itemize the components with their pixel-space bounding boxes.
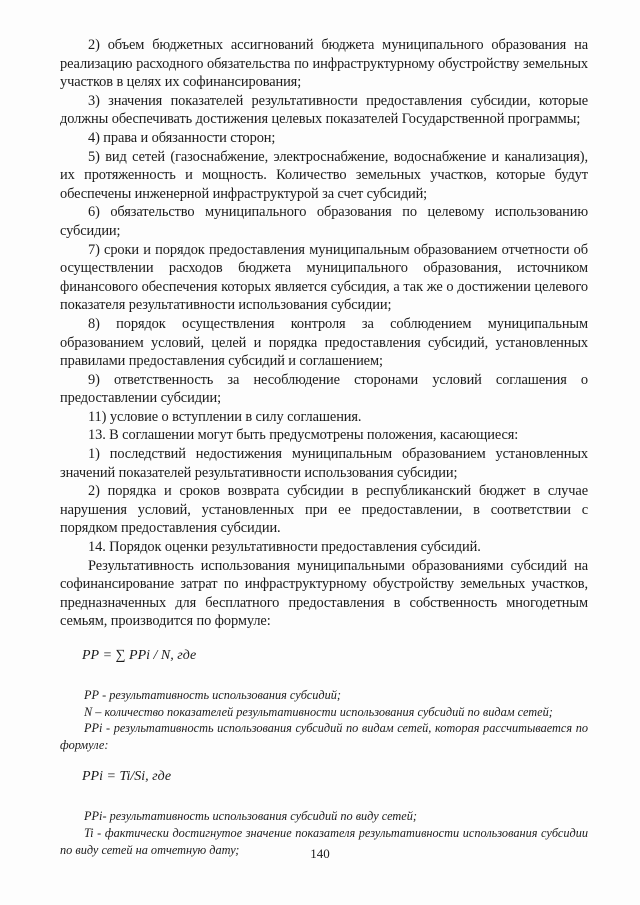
page-number: 140 [310,846,330,861]
definition-ppi: PPi - результативность использования субсидий по видам сетей, которая рассчитывается по формуле: [60,721,588,752]
paragraph-clause-6: 6) обязательство муниципального образования по целевому использованию субсидии; [60,204,588,239]
definition-n: N – количество показателей результативности использования субсидий по видам сетей; [84,704,553,719]
paragraph-section-14: 14. Порядок оценки результативности предоставления субсидий. [88,539,481,556]
paragraph-clause-4: 4) права и обязанности сторон; [88,129,276,146]
definition-ti: Ti - фактически достигнутое значение показателя результативности использования субсидии по виду сетей на отчетную дату; [60,825,588,857]
paragraph-clause-11: 11) условие о вступлении в силу соглашения. [88,408,362,425]
formula-pp: РР = ∑ PPi / N, где [82,648,197,663]
paragraph-clause-2: 2) объем бюджетных ассигнований бюджета муниципального образования на реализацию расходного обязательства по инфраструктурному обустройству земельных участков в целях их софинансирования; [60,37,588,91]
paragraph-clause-5: 5) вид сетей (газоснабжение, электроснабжение, водоснабжение и канализация), их протяженность и мощность. Количество земельных участков, которые будут обеспечены инженерной инфраструктурой за счет субсидий; [60,148,588,202]
document-body [60,36,588,858]
paragraph-section-13: 13. В соглашении могут быть предусмотрены положения, касающиеся: [88,427,519,444]
paragraph-results-intro: Результативность использования муниципальными образованиями субсидий на софинансирование затрат по инфраструктурному обустройству земельных участков, предназначенных для бесплатного предоставления в собственность многодетным семьям, производится по формуле: [60,557,588,630]
definition-ppi-by-network: PPi- результативность использования субсидий по виду сетей; [84,809,417,824]
formula-ppi: PPi = Ti/Si, где [82,769,172,785]
paragraph-section-13-item-2: 2) порядка и сроков возврата субсидии в республиканский бюджет в случае нарушения условий, установленных при ее предоставлении, в соответствии с порядком предоставления субсидии. [60,483,588,537]
paragraph-clause-8: 8) порядок осуществления контроля за соблюдением муниципальным образованием условий, целей и порядка предоставления субсидий, установленных правилами предоставления субсидий и соглашением; [60,315,588,370]
paragraph-clause-7: 7) сроки и порядок предоставления муниципальным образованием отчетности об осуществлении расходов бюджета муниципального образования, источником финансового обеспечения которых является субсидия, а так же о достижении целевого показателя результативности использования субсидии; [60,241,588,314]
paragraph-clause-9: 9) ответственность за несоблюдение сторонами условий соглашения о предоставлении субсидии; [60,371,588,407]
paragraph-clause-3: 3) значения показателей результативности предоставления субсидии, которые должны обеспечивать достижения целевых показателей Государственной программы; [60,92,588,128]
definition-pp: РР - результативность использования субсидий; [84,688,342,702]
paragraph-section-13-item-1: 1) последствий недостижения муниципальным образованием установленных значений показателей результативности использования субсидии; [60,446,588,481]
